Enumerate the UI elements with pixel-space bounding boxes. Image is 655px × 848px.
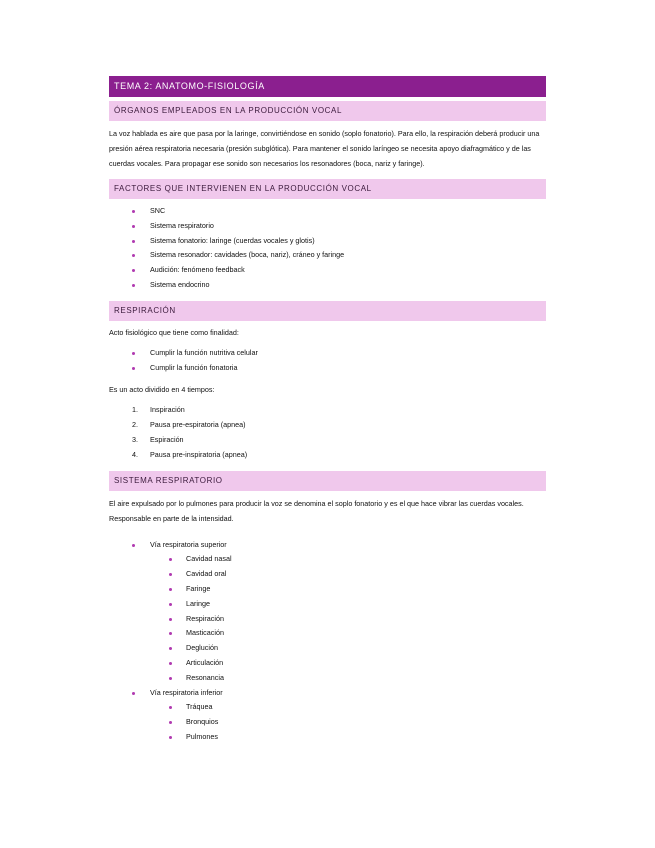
bullet-icon: [169, 677, 172, 680]
bullet-icon: [132, 225, 135, 228]
list-item: Tráquea: [109, 700, 546, 715]
bullet-icon: [169, 632, 172, 635]
bullet-icon: [169, 588, 172, 591]
bullet-icon: [132, 254, 135, 257]
bullet-icon: [169, 618, 172, 621]
via-inferior-list: [109, 700, 546, 744]
bullet-icon: [132, 692, 135, 695]
list-item: Sistema resonador: cavidades (boca, nariz), cráneo y faringe: [109, 248, 546, 263]
vias-list-inferior: [109, 686, 546, 701]
bullet-icon: [169, 736, 172, 739]
organos-paragraph: La voz hablada es aire que pasa por la laringe, convirtiéndose en sonido (soplo fonatorio). Para ello, la respiración deberá producir una presión aérea respiratoria necesaria (presión subglótica). Para mantener el sonido laríngeo se necesita apoyo diafragmático y de las cuerdas vocales. Para propagar ese sonido son necesarios los resonadores (boca, nariz y faringe).: [109, 129, 540, 168]
bullet-icon: [132, 210, 135, 213]
vias-list: [109, 538, 546, 553]
bullet-icon: [169, 662, 172, 665]
list-item: Audición: fenómeno feedback: [109, 263, 546, 278]
list-item: Sistema respiratorio: [109, 219, 546, 234]
bullet-icon: [132, 367, 135, 370]
list-item: 1. Inspiración: [132, 405, 185, 415]
bullet-icon: [169, 573, 172, 576]
list-item: 2. Pausa pre-espiratoria (apnea): [132, 420, 246, 430]
document-title: TEMA 2: ANATOMO-FISIOLOGÍA: [109, 76, 546, 97]
list-item: 3. Espiración: [132, 434, 184, 444]
respiracion-intro: Acto fisiológico que tiene como finalidad:: [109, 327, 239, 337]
bullet-icon: [132, 352, 135, 355]
document-page: [109, 76, 546, 745]
list-item: Pulmones: [109, 730, 546, 745]
bullet-icon: [169, 558, 172, 561]
bullet-icon: [169, 603, 172, 606]
list-item: Vía respiratoria superior: [109, 538, 546, 553]
tiempos-list: [109, 403, 546, 462]
respiracion-list: [109, 346, 546, 376]
list-item: Cavidad nasal: [109, 552, 546, 567]
bullet-icon: [169, 647, 172, 650]
via-superior-list: [109, 552, 546, 685]
tiempos-intro: Es un acto dividido en 4 tiempos:: [109, 385, 215, 395]
list-item: Deglución: [109, 641, 546, 656]
list-item: Cumplir la función fonatoria: [109, 361, 546, 376]
list-item: Cumplir la función nutritiva celular: [109, 346, 546, 361]
list-item: SNC: [109, 204, 546, 219]
list-item: Cavidad oral: [109, 567, 546, 582]
list-item: 4. Pausa pre-inspiratoria (apnea): [132, 449, 248, 459]
bullet-icon: [169, 721, 172, 724]
bullet-icon: [132, 284, 135, 287]
list-item: Vía respiratoria inferior: [109, 686, 546, 701]
list-item: Bronquios: [109, 715, 546, 730]
factores-list: [109, 204, 546, 293]
sistema-paragraph: El aire expulsado por lo pulmones para producir la voz se denomina el soplo fonatorio y es el que hace vibrar las cuerdas vocales. Responsable en parte de la intensidad.: [109, 498, 524, 523]
list-item: Sistema fonatorio: laringe (cuerdas vocales y glotis): [109, 234, 546, 249]
bullet-icon: [169, 706, 172, 709]
list-item: Masticación: [109, 626, 546, 641]
list-item: Sistema endocrino: [109, 278, 546, 293]
section-heading-factores: FACTORES QUE INTERVIENEN EN LA PRODUCCIÓN VOCAL: [109, 179, 546, 199]
list-item: Faringe: [109, 582, 546, 597]
list-item: Laringe: [109, 597, 546, 612]
bullet-icon: [132, 269, 135, 272]
bullet-icon: [132, 240, 135, 243]
list-item: Resonancia: [109, 671, 546, 686]
section-heading-sistema: SISTEMA RESPIRATORIO: [109, 471, 546, 491]
list-item: Articulación: [109, 656, 546, 671]
list-item: Respiración: [109, 612, 546, 627]
bullet-icon: [132, 544, 135, 547]
section-heading-respiracion: RESPIRACIÓN: [109, 301, 546, 321]
section-heading-organos: ÓRGANOS EMPLEADOS EN LA PRODUCCIÓN VOCAL: [109, 101, 546, 121]
